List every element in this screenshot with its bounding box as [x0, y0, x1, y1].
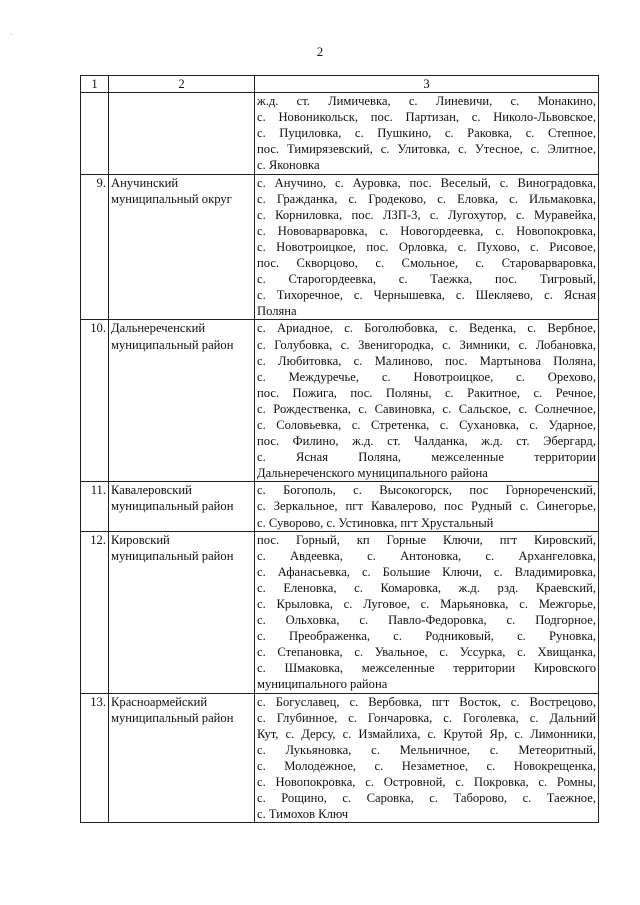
settlements-line: с. Еленовка, с. Комаровка, ж.д. рзд. Краевский,	[257, 580, 596, 595]
settlements-line: с. Тихоречное, с. Чернышевка, с. Шекляево, с. Ясная	[257, 288, 596, 303]
settlements-line: с. Междуречье, с. Новотроицкое, с. Орехово,	[257, 369, 596, 384]
table-row	[81, 693, 599, 823]
row-number: 9.	[81, 174, 109, 320]
settlements-line: Кут, с. Дерсу, с. Измайлиха, с. Крутой Яр, с. Лимонники,	[257, 726, 596, 741]
settlements-line: с. Крыловка, с. Луговое, с. Марьяновка, с. Межгорье,	[257, 597, 596, 611]
settlements-line: с. Корниловка, пос. ЛЗП-3, с. Лугохутор, с. Муравейка,	[257, 207, 596, 222]
settlements-line: с. Шмаковка, межселенные территории Кировского	[257, 661, 596, 676]
table-row	[81, 482, 599, 531]
settlements-line: муниципального района	[257, 677, 388, 692]
settlements-line: с. Афанасьевка, с. Большие Ключи, с. Владимировка,	[257, 564, 596, 579]
settlements-line: пос. Тимирязевский, с. Улитовка, с. Утесное, с. Элитное,	[257, 142, 596, 157]
settlements-line: с. Новотроицкое, пос. Орловка, с. Пухово, с. Рисовое,	[257, 239, 596, 254]
settlements-line: с. Яконовка	[257, 158, 320, 173]
settlements-line: с. Анучино, с. Ауровка, пос. Веселый, с. Виноградовка,	[257, 175, 596, 190]
settlements-line: с. Новопокровка, с. Островной, с. Покровка, с. Ромны,	[257, 775, 596, 790]
header-col-settlements: 3	[255, 76, 599, 93]
settlements-line: с. Глубинное, с. Гончаровка, с. Гоголевка, с. Дальний	[257, 710, 596, 725]
settlements-line: с. Любитовка, с. Малиново, пос. Мартынова Поляна,	[257, 353, 596, 368]
row-number	[81, 93, 109, 174]
settlements-table	[80, 75, 599, 823]
row-number: 11.	[81, 482, 109, 531]
row-number: 10.	[81, 320, 109, 482]
settlements-line: с. Лукьяновка, с. Мельничное, с. Метеоритный,	[257, 742, 596, 757]
settlements-line: с. Ариадное, с. Боголюбовка, с. Веденка, с. Вербное,	[257, 321, 596, 336]
settlements-list	[255, 693, 599, 823]
municipality-name: Анучинский муниципальный округ	[109, 174, 255, 320]
settlements-line: с. Гражданка, с. Гродеково, с. Еловка, с. Ильмаковка,	[257, 191, 596, 206]
settlements-line: ж.д. ст. Лимичевка, с. Линевичи, с. Монакино,	[257, 94, 596, 109]
table-header-row	[81, 76, 599, 93]
header-col-number: 1	[81, 76, 109, 93]
scan-mark: ·	[10, 30, 13, 39]
settlements-line: пос. Пожига, пос. Поляны, с. Ракитное, с. Речное,	[257, 385, 596, 400]
settlements-line: с. Пуциловка, с. Пушкино, с. Раковка, с. Степное,	[257, 126, 596, 141]
municipality-name: Кировский муниципальный район	[109, 531, 255, 693]
settlements-line: с. Богуславец, с. Вербовка, пгт Восток, с. Вострецово,	[257, 694, 596, 709]
settlements-list	[255, 174, 599, 320]
settlements-line: Поляна	[257, 304, 297, 319]
table-body	[81, 93, 599, 823]
settlements-line: с. Молодежное, с. Незаметное, с. Новокрещенка,	[257, 758, 596, 773]
settlements-line: с. Рождественка, с. Савиновка, с. Сальское, с. Солнечное,	[257, 401, 596, 416]
settlements-line: с. Рощино, с. Саровка, с. Таборово, с. Таежное,	[257, 791, 596, 806]
page-number: 2	[316, 44, 324, 59]
settlements-list	[255, 482, 599, 531]
row-number: 12.	[81, 531, 109, 693]
municipality-name: Красноармейский муниципальный район	[109, 693, 255, 823]
settlements-line: с. Тимохов Ключ	[257, 807, 349, 822]
row-number: 13.	[81, 693, 109, 823]
table-row	[81, 93, 599, 174]
settlements-line: с. Зеркальное, пгт Кавалерово, пос Рудный с. Синегорье,	[257, 499, 596, 514]
settlements-line: пос. Горный, кп Горные Ключи, пгт Кировский,	[257, 532, 596, 547]
settlements-list	[255, 93, 599, 174]
settlements-line: с. Преображенка, с. Родниковый, с. Руновка,	[257, 629, 596, 644]
settlements-line: с. Соловьевка, с. Стретенка, с. Сухановка, с. Ударное,	[257, 417, 596, 432]
table-row	[81, 174, 599, 320]
settlements-line: с. Старогордеевка, с. Таежка, пос. Тигровый,	[257, 272, 596, 287]
settlements-line: с. Богополь, с. Высокогорск, пос Горнореченский,	[257, 483, 596, 498]
settlements-list	[255, 320, 599, 482]
settlements-line: пос. Филино, ж.д. ст. Чалданка, ж.д. ст. Эбергард,	[257, 434, 596, 449]
settlements-line: с. Ясная Поляна, межселенные территории	[257, 450, 596, 465]
settlements-line: пос. Скворцово, с. Смольное, с. Староварваровка,	[257, 256, 596, 271]
municipality-name: Дальнереченский муниципальный район	[109, 320, 255, 482]
settlements-line: с. Авдеевка, с. Антоновка, с. Архангеловка,	[257, 548, 596, 563]
municipality-name: Кавалеровский муниципальный район	[109, 482, 255, 531]
table-row	[81, 531, 599, 693]
settlements-line: с. Новоникольск, пос. Партизан, с. Николо-Львовское,	[257, 110, 596, 125]
settlements-line: с. Ольховка, с. Павло-Федоровка, с. Подгорное,	[257, 613, 596, 628]
settlements-line: с. Суворово, с. Устиновка, пгт Хрустальный	[257, 515, 494, 530]
settlements-line: Дальнереченского муниципального района	[257, 466, 488, 481]
settlements-line: с. Нововарваровка, с. Новогордеевка, с. Новопокровка,	[257, 223, 596, 238]
settlements-line: с. Степановка, с. Увальное, с. Уссурка, с. Хвищанка,	[257, 645, 596, 660]
settlements-line: с. Голубовка, с. Звенигородка, с. Зимники, с. Лобановка,	[257, 337, 596, 352]
settlements-list	[255, 531, 599, 693]
header-col-municipality: 2	[109, 76, 255, 93]
municipality-name	[109, 93, 255, 174]
table-row	[81, 320, 599, 482]
